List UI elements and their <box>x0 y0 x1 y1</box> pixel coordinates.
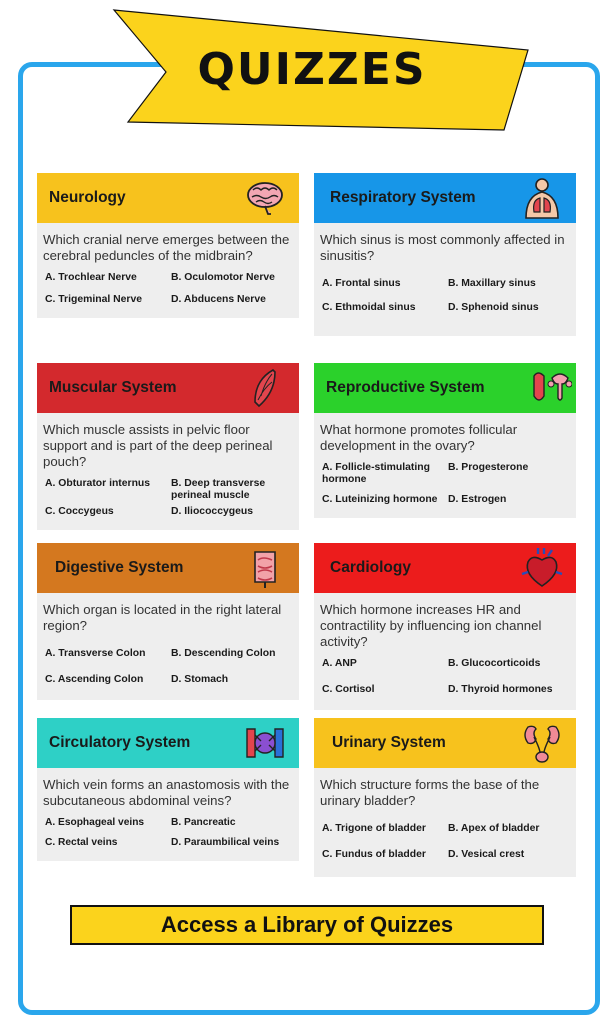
option-a[interactable]: A. Trigone of bladder <box>322 823 426 834</box>
option-a[interactable]: A. ANP <box>322 658 357 669</box>
question-text: Which muscle assists in pelvic floor support and is part of the deep perineal pouch? <box>43 422 273 469</box>
option-b[interactable]: B. Pancreatic <box>171 817 236 828</box>
option-a[interactable]: A. Trochlear Nerve <box>45 272 137 283</box>
quiz-card-neurology[interactable] <box>37 173 299 318</box>
question-text: Which cranial nerve emerges between the cerebral peduncles of the midbrain? <box>43 232 290 263</box>
option-c[interactable]: C. Ascending Colon <box>45 674 144 685</box>
question-text: What hormone promotes follicular development in the ovary? <box>320 422 518 453</box>
banner <box>100 6 540 134</box>
question-text: Which organ is located in the right lateral region? <box>43 602 282 633</box>
card-header <box>37 363 299 413</box>
option-b[interactable]: B. Oculomotor Nerve <box>171 272 275 283</box>
option-b[interactable]: B. Progesterone <box>448 462 529 473</box>
card-header <box>314 718 576 768</box>
answer-options <box>37 809 299 861</box>
option-c[interactable]: C. Coccygeus <box>45 506 114 517</box>
card-header <box>314 173 576 223</box>
option-d[interactable]: D. Iliococcygeus <box>171 506 253 517</box>
option-a[interactable]: A. Esophageal veins <box>45 817 145 828</box>
option-c[interactable]: C. Fundus of bladder <box>322 849 426 860</box>
option-b[interactable]: B. Deep transverse perineal muscle <box>171 478 266 501</box>
option-c[interactable]: C. Cortisol <box>322 684 375 695</box>
card-header <box>314 363 576 413</box>
option-d[interactable]: D. Paraumbilical veins <box>171 837 280 848</box>
card-title: Circulatory System <box>49 734 191 751</box>
card-header <box>37 718 299 768</box>
answer-options <box>314 264 576 336</box>
quiz-card-digestive[interactable] <box>37 543 299 700</box>
option-d[interactable]: D. Vesical crest <box>448 849 525 860</box>
answer-options <box>37 634 299 700</box>
option-c[interactable]: C. Rectal veins <box>45 837 118 848</box>
blood-vessels-icon <box>243 721 287 765</box>
page-title: QUIZZES <box>197 44 427 95</box>
answer-options <box>314 454 576 518</box>
reproductive-organs-icon <box>528 366 572 410</box>
card-header <box>37 173 299 223</box>
card-title: Neurology <box>49 189 126 206</box>
option-a[interactable]: A. Follicle-stimulating hormone <box>322 462 430 485</box>
question-text: Which sinus is most commonly affected in sinusitis? <box>320 232 565 263</box>
card-title: Cardiology <box>330 559 411 576</box>
heart-icon <box>520 546 564 590</box>
quiz-card-cardiology[interactable] <box>314 543 576 710</box>
brain-icon <box>243 176 287 220</box>
card-title: Reproductive System <box>326 379 485 396</box>
muscle-icon <box>243 366 287 410</box>
intestines-icon <box>243 546 287 590</box>
option-c[interactable]: C. Luteinizing hormone <box>322 494 438 505</box>
card-header <box>314 543 576 593</box>
option-c[interactable]: C. Trigeminal Nerve <box>45 294 143 305</box>
option-b[interactable]: B. Maxillary sinus <box>448 278 536 289</box>
option-a[interactable]: A. Obturator internus <box>45 478 151 489</box>
question-text: Which hormone increases HR and contractility by influencing ion channel activity? <box>320 602 542 649</box>
option-a[interactable]: A. Frontal sinus <box>322 278 401 289</box>
lungs-icon <box>520 176 564 220</box>
answer-options <box>37 470 299 530</box>
option-d[interactable]: D. Stomach <box>171 674 229 685</box>
question-text: Which vein forms an anastomosis with the subcutaneous abdominal veins? <box>43 777 290 808</box>
quiz-card-circulatory[interactable] <box>37 718 299 861</box>
option-b[interactable]: B. Descending Colon <box>171 648 276 659</box>
card-header <box>37 543 299 593</box>
option-a[interactable]: A. Transverse Colon <box>45 648 146 659</box>
quiz-card-respiratory[interactable] <box>314 173 576 336</box>
card-title: Digestive System <box>55 559 184 576</box>
kidneys-icon <box>520 721 564 765</box>
quiz-card-muscular[interactable] <box>37 363 299 530</box>
question-text: Which structure forms the base of the urinary bladder? <box>320 777 540 808</box>
option-d[interactable]: D. Thyroid hormones <box>448 684 553 695</box>
option-d[interactable]: D. Estrogen <box>448 494 507 505</box>
access-quiz-library-button[interactable]: Access a Library of Quizzes <box>70 905 544 945</box>
card-title: Respiratory System <box>330 189 476 206</box>
quiz-card-urinary[interactable] <box>314 718 576 877</box>
card-title: Muscular System <box>49 379 177 396</box>
option-c[interactable]: C. Ethmoidal sinus <box>322 302 416 313</box>
option-d[interactable]: D. Abducens Nerve <box>171 294 266 305</box>
card-title: Urinary System <box>332 734 446 751</box>
quiz-card-reproductive[interactable] <box>314 363 576 518</box>
option-b[interactable]: B. Apex of bladder <box>448 823 540 834</box>
answer-options <box>37 264 299 318</box>
option-b[interactable]: B. Glucocorticoids <box>448 658 541 669</box>
option-d[interactable]: D. Sphenoid sinus <box>448 302 539 313</box>
answer-options <box>314 809 576 877</box>
answer-options <box>314 650 576 710</box>
